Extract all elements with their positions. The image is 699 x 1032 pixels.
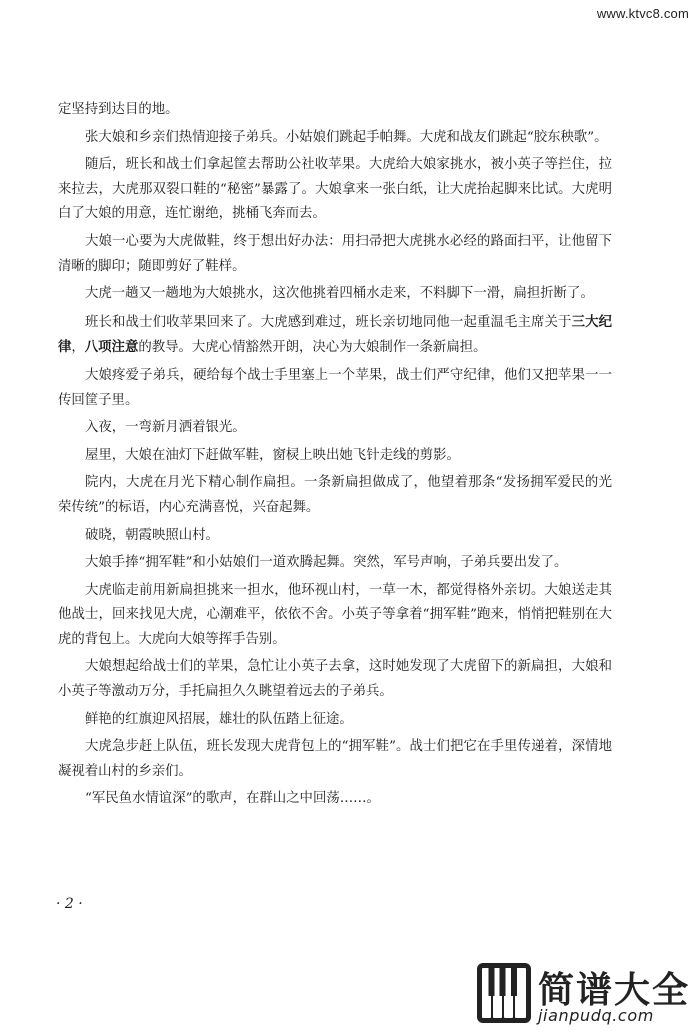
paragraph xyxy=(58,471,612,520)
paragraph-text: 破晓，朝霞映照山村。 xyxy=(85,527,219,543)
paragraph-text: 入夜，一弯新月洒着银光。 xyxy=(85,420,246,436)
paragraph xyxy=(58,735,612,784)
paragraph-text: 大虎临走前用新扁担挑来一担水，他环视山村，一草一木，都觉得格外亲切。大娘送走其他战士，回来找见大虎，心潮难平，依依不舍。小英子等拿着“拥军鞋”跑来，悄悄把鞋别在大虎的背包上。大虎向大娘等挥手告别。 xyxy=(58,582,612,647)
paragraph xyxy=(58,282,612,307)
site-logo xyxy=(476,962,691,1026)
paragraph-text: 大虎一趟又一趟地为大娘挑水，这次他挑着四桶水走来，不料脚下一滑，扁担折断了。 xyxy=(85,286,594,302)
paragraph-text: ， xyxy=(71,340,85,356)
paragraph-text: 屋里，大娘在油灯下赶做军鞋，窗棂上映出她飞针走线的剪影。 xyxy=(85,447,460,463)
paragraph-text: 院内，大虎在月光下精心制作扁担。一条新扁担做成了，他望着那条“发扬拥军爱民的光荣传统”的标语，内心充满喜悦，兴奋起舞。 xyxy=(58,475,612,515)
page-number: · 2 · xyxy=(56,896,83,912)
paragraph xyxy=(58,551,612,576)
paragraph xyxy=(58,655,612,704)
paragraph xyxy=(58,787,612,812)
paragraph-text: 大娘疼爱子弟兵，硬给每个战士手里塞上一个苹果，战士们严守纪律，他们又把苹果一一传回筐子里。 xyxy=(58,367,612,408)
paragraph-text: 大虎急步赶上队伍，班长发现大虎背包上的“拥军鞋”。战士们把它在手里传递着，深情地凝视着山村的乡亲们。 xyxy=(58,739,612,779)
paragraph-text: 鲜艳的红旗迎风招展，雄壮的队伍踏上征途。 xyxy=(85,711,353,727)
paragraph xyxy=(58,416,612,441)
paragraph xyxy=(58,153,612,227)
watermark-site-url: www.ktvc8.com xyxy=(596,6,689,21)
paragraph xyxy=(58,310,612,361)
paragraph-text: 大娘一心要为大虎做鞋，终于想出好办法：用扫帚把大虎挑水必经的路面扫平，让他留下清晰的脚印；随即剪好了鞋样。 xyxy=(58,233,612,274)
paragraph-text: 班长和战士们收苹果回来了。大虎感到难过，班长亲切地同他一起重温毛主席关于 xyxy=(85,314,572,330)
bold-text: 三大纪律 xyxy=(58,313,613,356)
logo-url: jianpudq.com xyxy=(538,1006,654,1025)
paragraph xyxy=(58,126,612,151)
paragraph-text: 张大娘和乡亲们热情迎接子弟兵。小姑娘们跳起手帕舞。大虎和战友们跳起“胶东秧歌”。 xyxy=(85,129,608,145)
paragraph xyxy=(58,364,612,413)
paragraph xyxy=(58,230,612,279)
paragraph xyxy=(58,708,612,733)
body-text xyxy=(58,98,612,815)
paragraph-text: 定坚持到达目的地。 xyxy=(58,102,179,117)
paragraph-text: 大娘想起给战士们的苹果，急忙让小英子去拿，这时她发现了大虎留下的新扁担，大娘和小英子等激动万分，手托扁担久久眺望着远去的子弟兵。 xyxy=(58,659,612,700)
paragraph xyxy=(58,524,612,549)
paragraph-text: “军民鱼水情谊深”的歌声，在群山之中回荡……。 xyxy=(85,791,380,807)
paragraph xyxy=(58,579,612,653)
piano-keys-icon xyxy=(476,962,532,1024)
paragraph xyxy=(58,98,612,123)
paragraph-text: 大娘手捧“拥军鞋”和小姑娘们一道欢腾起舞。突然，军号声响，子弟兵要出发了。 xyxy=(85,555,568,571)
paragraph xyxy=(58,444,612,469)
logo-title: 简谱大全 xyxy=(538,970,691,1011)
paragraph-text: 随后，班长和战士们拿起筐去帮助公社收苹果。大虎给大娘家挑水，被小英子等拦住，拉来拉去，大虎那双裂口鞋的“秘密”暴露了。大娘拿来一张白纸，让大虎抬起脚来比试。大虎明白了大娘的用意，连忙谢绝，挑桶飞奔而去。 xyxy=(58,157,612,222)
bold-text: 八项注意 xyxy=(84,339,139,356)
paragraph-text: 的教导。大虎心情豁然开朗，决心为大娘制作一条新扁担。 xyxy=(138,340,487,356)
